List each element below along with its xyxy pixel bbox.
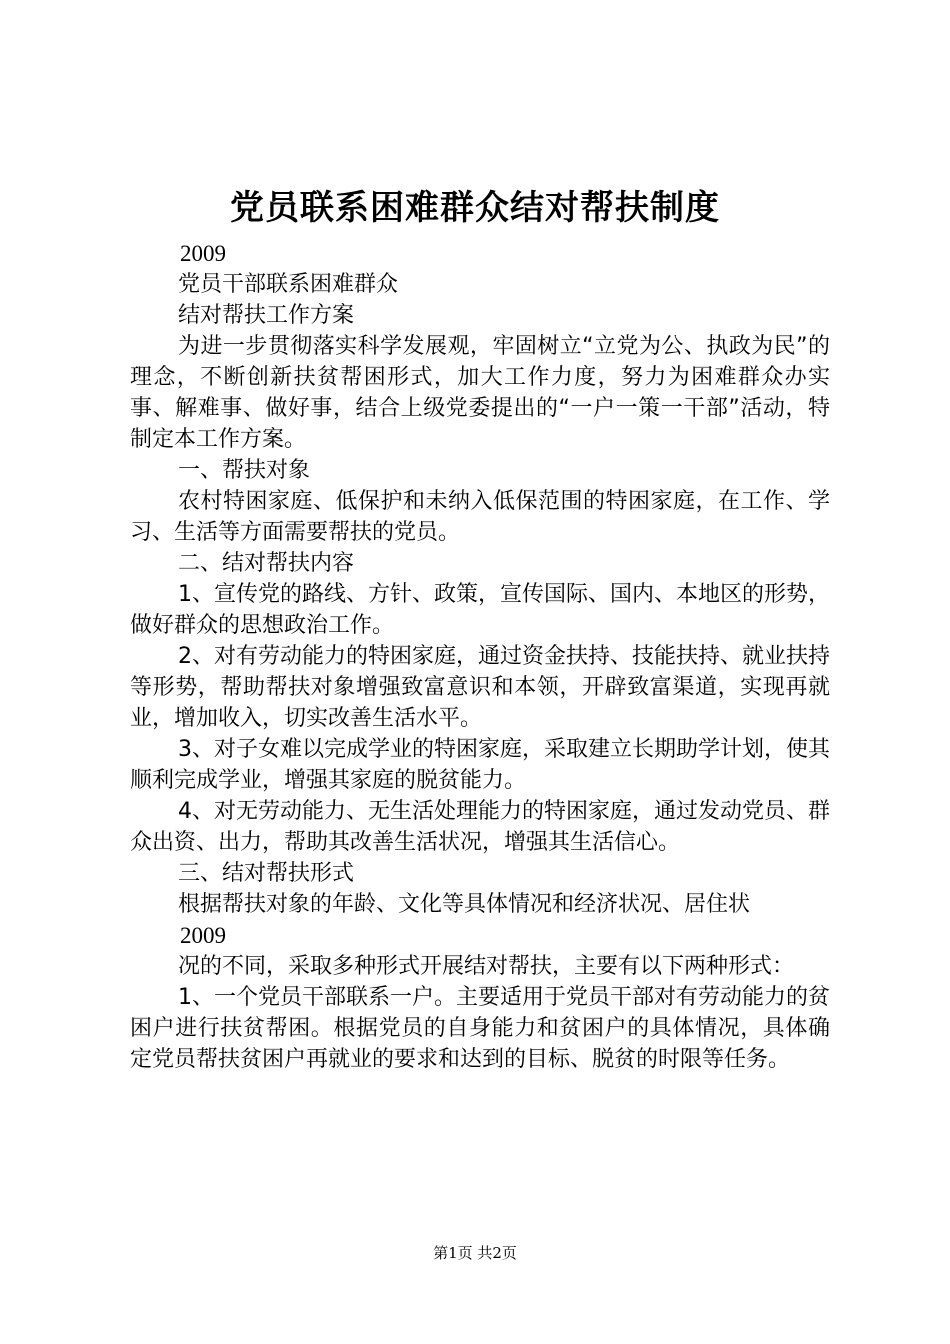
- document-body: [130, 238, 830, 1075]
- section-heading: 三、结对帮扶形式: [178, 861, 355, 886]
- body-paragraph: 3、对子女难以完成学业的特困家庭，采取建立长期助学计划，使其顺利完成学业，增强其家庭的脱贫能力。: [130, 737, 830, 793]
- page-footer: 第1页 共2页: [433, 1244, 517, 1262]
- document-title: 党员联系困难群众结对帮扶制度: [230, 188, 720, 228]
- section-heading: 二、结对帮扶内容: [178, 551, 355, 576]
- body-paragraph: 根据帮扶对象的年龄、文化等具体情况和经济状况、居住状: [178, 892, 751, 917]
- body-paragraph: 农村特困家庭、低保护和未纳入低保范围的特困家庭，在工作、学习、生活等方面需要帮扶的党员。: [130, 489, 830, 545]
- subtitle-line: 结对帮扶工作方案: [178, 303, 355, 328]
- body-paragraph: 1、一个党员干部联系一户。主要适用于党员干部对有劳动能力的贫困户进行扶贫帮困。根据党员的自身能力和贫困户的具体情况，具体确定党员帮扶贫困户再就业的要求和达到的目标、脱贫的时限等任务。: [130, 985, 830, 1072]
- body-paragraph: 1、宣传党的路线、方针、政策，宣传国际、国内、本地区的形势，做好群众的思想政治工作。: [130, 582, 830, 638]
- year-line: 2009: [180, 241, 226, 266]
- body-paragraph: 2、对有劳动能力的特困家庭，通过资金扶持、技能扶持、就业扶持等形势，帮助帮扶对象增强致富意识和本领，开辟致富渠道，实现再就业，增加收入，切实改善生活水平。: [130, 644, 830, 731]
- section-heading: 一、帮扶对象: [178, 458, 311, 483]
- subtitle-line: 党员干部联系困难群众: [178, 272, 399, 297]
- year-line: 2009: [180, 923, 226, 948]
- body-paragraph: 4、对无劳动能力、无生活处理能力的特困家庭，通过发动党员、群众出资、出力，帮助其改善生活状况，增强其生活信心。: [130, 799, 830, 855]
- body-paragraph: 况的不同，采取多种形式开展结对帮扶，主要有以下两种形式：: [178, 954, 795, 979]
- body-paragraph: 为进一步贯彻落实科学发展观，牢固树立“立党为公、执政为民”的理念，不断创新扶贫帮困形式，加大工作力度，努力为困难群众办实事、解难事、做好事，结合上级党委提出的“一户一策一干部”活动，特制定本工作方案。: [130, 334, 830, 452]
